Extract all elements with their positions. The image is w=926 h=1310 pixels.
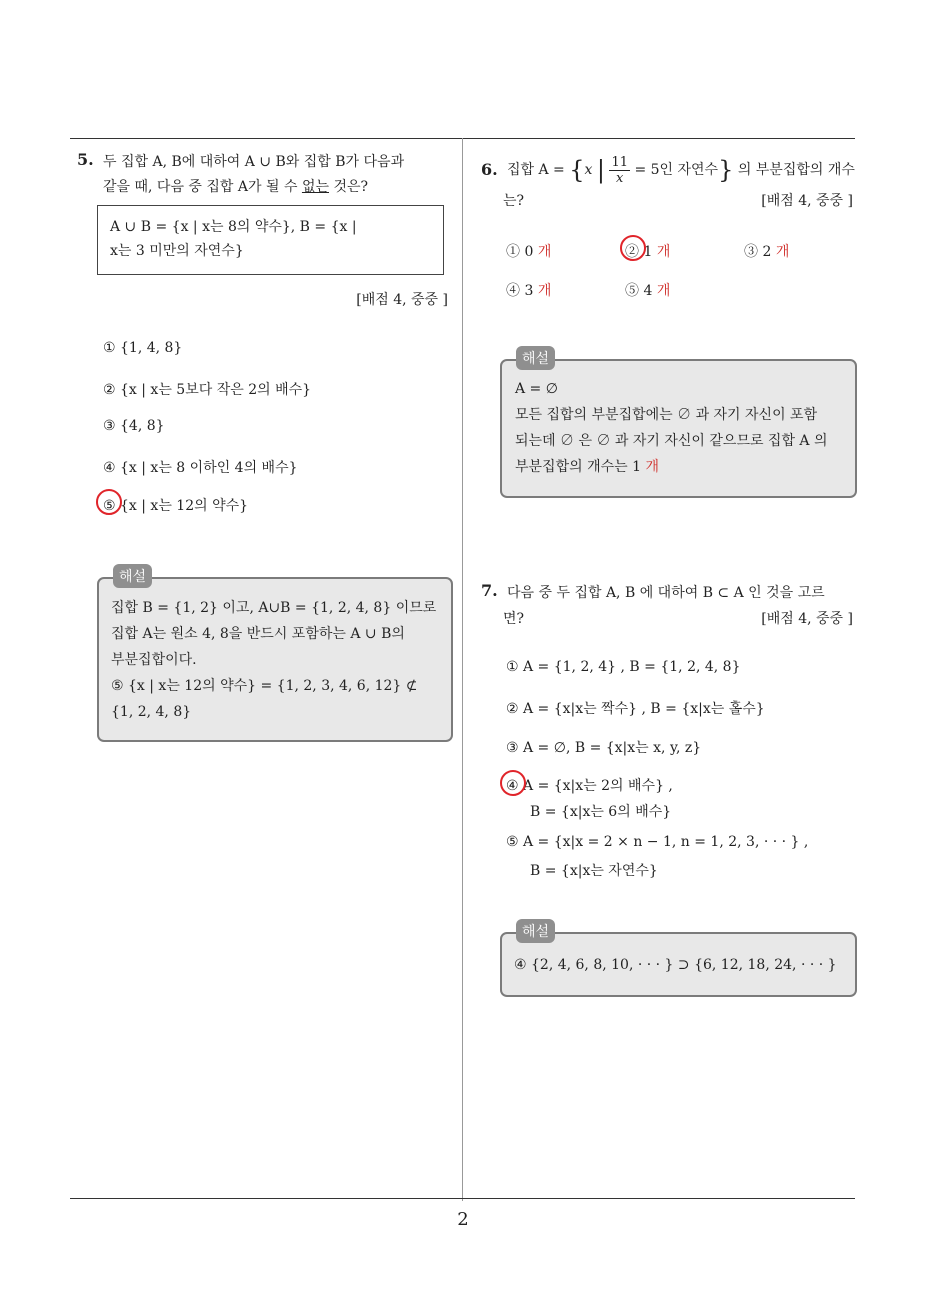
solution-line: ⑤ {x | x는 12의 약수} = {1, 2, 3, 4, 6, 12} ⊄ <box>111 678 418 694</box>
score-info: [배점 4, 중중 ] <box>761 193 853 209</box>
choice-5[interactable] <box>625 280 670 300</box>
choice-text: {x | x는 12의 약수} <box>120 498 249 514</box>
mark: ④ <box>506 283 520 299</box>
condition-box <box>97 205 444 275</box>
text: 것은? <box>329 179 369 195</box>
mark: ① <box>506 244 520 260</box>
value: 4 <box>643 283 653 299</box>
choice-5[interactable]: ⑤ A = {x|x = 2 × n − 1, n = 1, 2, 3, · · · } , <box>506 834 809 850</box>
solution-box <box>500 924 857 997</box>
mark: ⑤ <box>625 283 639 299</box>
column-divider <box>462 138 463 1201</box>
condition-line: A ∪ B = {x | x는 8의 약수}, B = {x | <box>110 219 357 235</box>
answer-circle-icon <box>500 770 526 796</box>
choice-5[interactable] <box>103 495 248 515</box>
unit: 개 <box>775 244 790 260</box>
solution-line: 되는데 ∅ 은 ∅ 과 자기 자신이 같으므로 집합 A 의 <box>515 433 828 449</box>
numerator: 11 <box>611 154 628 170</box>
unit: 개 <box>537 244 552 260</box>
answer-mark: ④ <box>506 778 519 794</box>
text: 부분집합의 개수는 1 <box>515 459 646 475</box>
bottom-rule <box>70 1198 855 1199</box>
question-text: 면? <box>503 611 525 627</box>
question-number: 5. <box>77 150 94 169</box>
choice-2[interactable]: ② A = {x|x는 짝수} , B = {x|x는 홀수} <box>506 701 765 717</box>
value: 3 <box>524 283 534 299</box>
choice-3[interactable]: ③ A = ∅, B = {x|x는 x, y, z} <box>506 740 702 756</box>
var: x <box>584 162 593 178</box>
unit: 개 <box>645 459 659 475</box>
solution-line: ④ {2, 4, 6, 8, 10, · · · } ⊃ {6, 12, 18, 24, · · · } <box>514 957 837 973</box>
value: 2 <box>762 244 772 260</box>
choice-4[interactable] <box>506 775 673 795</box>
question-text <box>103 176 368 196</box>
choice-1[interactable]: ① A = {1, 2, 4} , B = {1, 2, 4, 8} <box>506 659 741 675</box>
question-number: 7. <box>481 581 498 600</box>
answer-circle-icon <box>620 235 646 261</box>
page-number: 2 <box>457 1209 469 1230</box>
bar: | <box>596 156 605 184</box>
question-text <box>507 150 855 190</box>
choice-3[interactable] <box>744 241 789 261</box>
mark: ③ <box>744 244 758 260</box>
brace-close: } <box>718 156 734 184</box>
text: 집합 A = <box>507 162 570 178</box>
choice-1[interactable]: ① {1, 4, 8} <box>103 340 183 356</box>
text: = 5인 자연수 <box>634 162 719 178</box>
question-text: 두 집합 A, B에 대하여 A ∪ B와 집합 B가 다음과 <box>103 154 405 170</box>
unit: 개 <box>656 283 671 299</box>
score-info: [배점 4, 중중 ] <box>761 611 853 627</box>
condition-line: x는 3 미만의 자연수} <box>110 243 244 259</box>
unit: 개 <box>537 283 552 299</box>
choice-4-line2: B = {x|x는 6의 배수} <box>530 804 672 820</box>
solution-line: {1, 2, 4, 8} <box>111 704 192 720</box>
choice-2[interactable]: ② {x | x는 5보다 작은 2의 배수} <box>103 382 312 398</box>
mark: ② <box>625 244 639 260</box>
question-number: 6. <box>481 160 498 179</box>
choice-text: A = {x|x는 2의 배수} , <box>523 778 673 794</box>
answer-circle-icon <box>96 489 122 515</box>
solution-line: 모든 집합의 부분집합에는 ∅ 과 자기 자신이 포함 <box>515 407 818 423</box>
denominator: x <box>616 170 624 186</box>
choice-5-line2: B = {x|x는 자연수} <box>530 863 658 879</box>
value: 1 <box>643 244 653 260</box>
solution-tag: 해설 <box>516 346 555 370</box>
solution-line <box>515 454 659 480</box>
solution-line: 집합 A는 원소 4, 8을 반드시 포함하는 A ∪ B의 <box>111 626 405 642</box>
choice-3[interactable]: ③ {4, 8} <box>103 418 165 434</box>
question-text: 다음 중 두 집합 A, B 에 대하여 B ⊂ A 인 것을 고르 <box>507 585 825 601</box>
solution-tag: 해설 <box>113 564 152 588</box>
solution-line: A = ∅ <box>515 381 558 397</box>
answer-mark: ⑤ <box>103 498 116 514</box>
solution-line: 부분집합이다. <box>111 652 197 668</box>
choice-4[interactable]: ④ {x | x는 8 이하인 4의 배수} <box>103 460 298 476</box>
text: 같을 때, 다음 중 집합 A가 될 수 <box>103 179 302 195</box>
unit: 개 <box>656 244 671 260</box>
solution-line: 집합 B = {1, 2} 이고, A∪B = {1, 2, 4, 8} 이므로 <box>111 600 437 616</box>
solution-tag: 해설 <box>516 919 555 943</box>
score-info: [배점 4, 중중 ] <box>356 292 448 308</box>
text: 의 부분집합의 개수 <box>737 162 855 178</box>
value: 0 <box>524 244 534 260</box>
brace-open: { <box>569 156 585 184</box>
choice-4[interactable] <box>506 280 551 300</box>
fraction <box>609 155 630 186</box>
solution-box <box>97 569 453 742</box>
choice-1[interactable] <box>506 241 551 261</box>
question-text: 는? <box>503 193 525 209</box>
solution-box <box>500 351 857 498</box>
underlined-text: 없는 <box>301 179 329 195</box>
